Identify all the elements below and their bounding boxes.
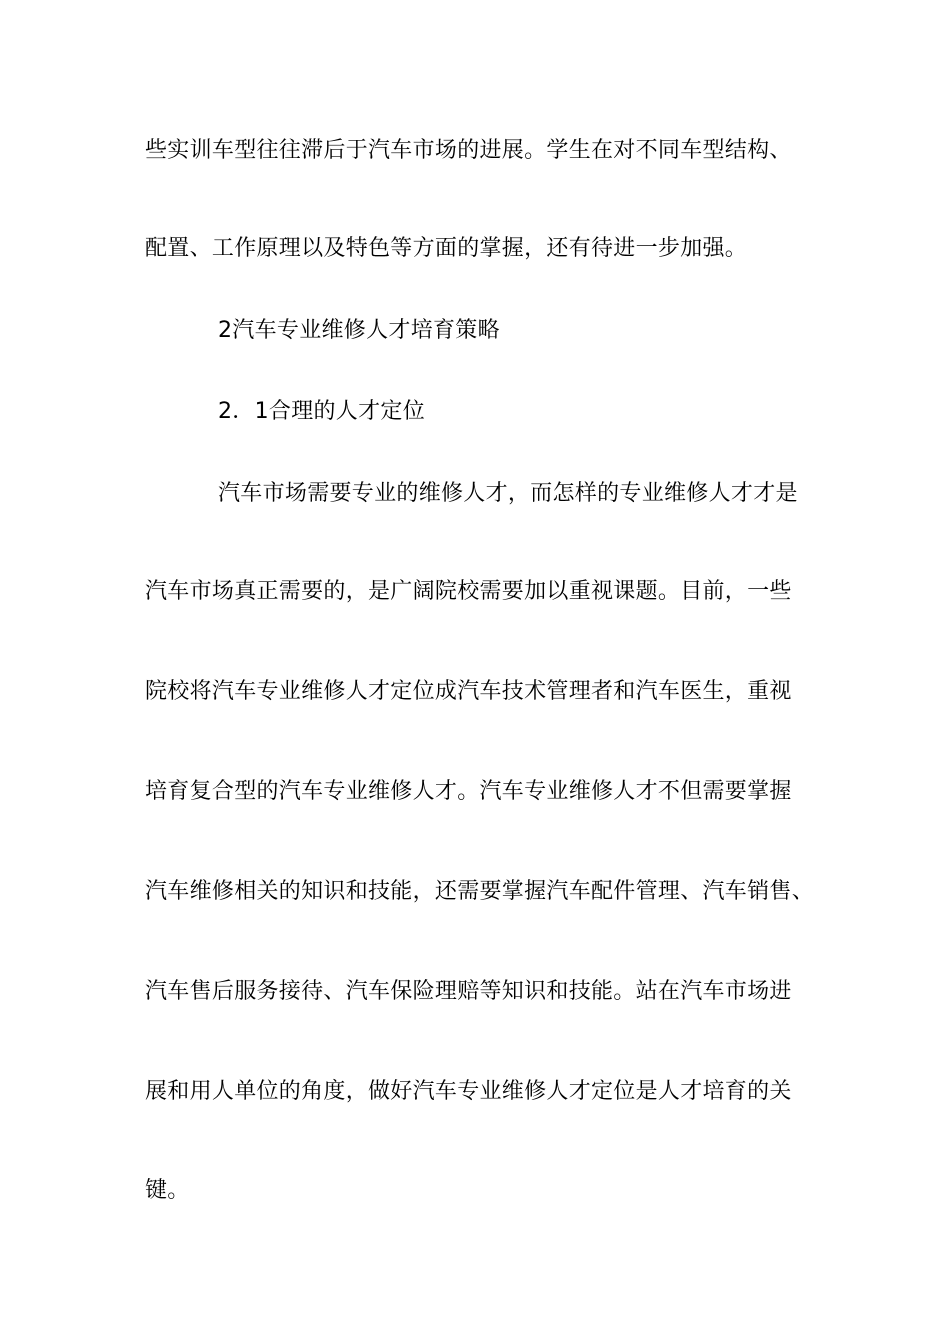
paragraph-line: 展和用人单位的角度，做好汽车专业维修人才定位是人才培育的关: [145, 1079, 792, 1104]
paragraph-line: 配置、工作原理以及特色等方面的掌握，还有待进一步加强。: [145, 236, 748, 261]
paragraph-line: 培育复合型的汽车专业维修人才。汽车专业维修人才不但需要掌握: [145, 779, 792, 804]
paragraph-line: 些实训车型往往滞后于汽车市场的进展。学生在对不同车型结构、: [145, 138, 792, 163]
section-heading: 2汽车专业维修人才培育策略: [218, 318, 500, 343]
subsection-heading: 2．1合理的人才定位: [218, 399, 425, 424]
paragraph-line: 汽车市场真正需要的，是广阔院校需要加以重视课题。目前，一些: [145, 579, 792, 604]
paragraph-line: 汽车售后服务接待、汽车保险理赔等知识和技能。站在汽车市场进: [145, 979, 792, 1004]
paragraph-line: 汽车市场需要专业的维修人才，而怎样的专业维修人才才是: [218, 481, 798, 506]
paragraph-line: 汽车维修相关的知识和技能，还需要掌握汽车配件管理、汽车销售、: [145, 879, 815, 904]
paragraph-line: 院校将汽车专业维修人才定位成汽车技术管理者和汽车医生，重视: [145, 679, 792, 704]
paragraph-line: 键。: [145, 1178, 190, 1203]
